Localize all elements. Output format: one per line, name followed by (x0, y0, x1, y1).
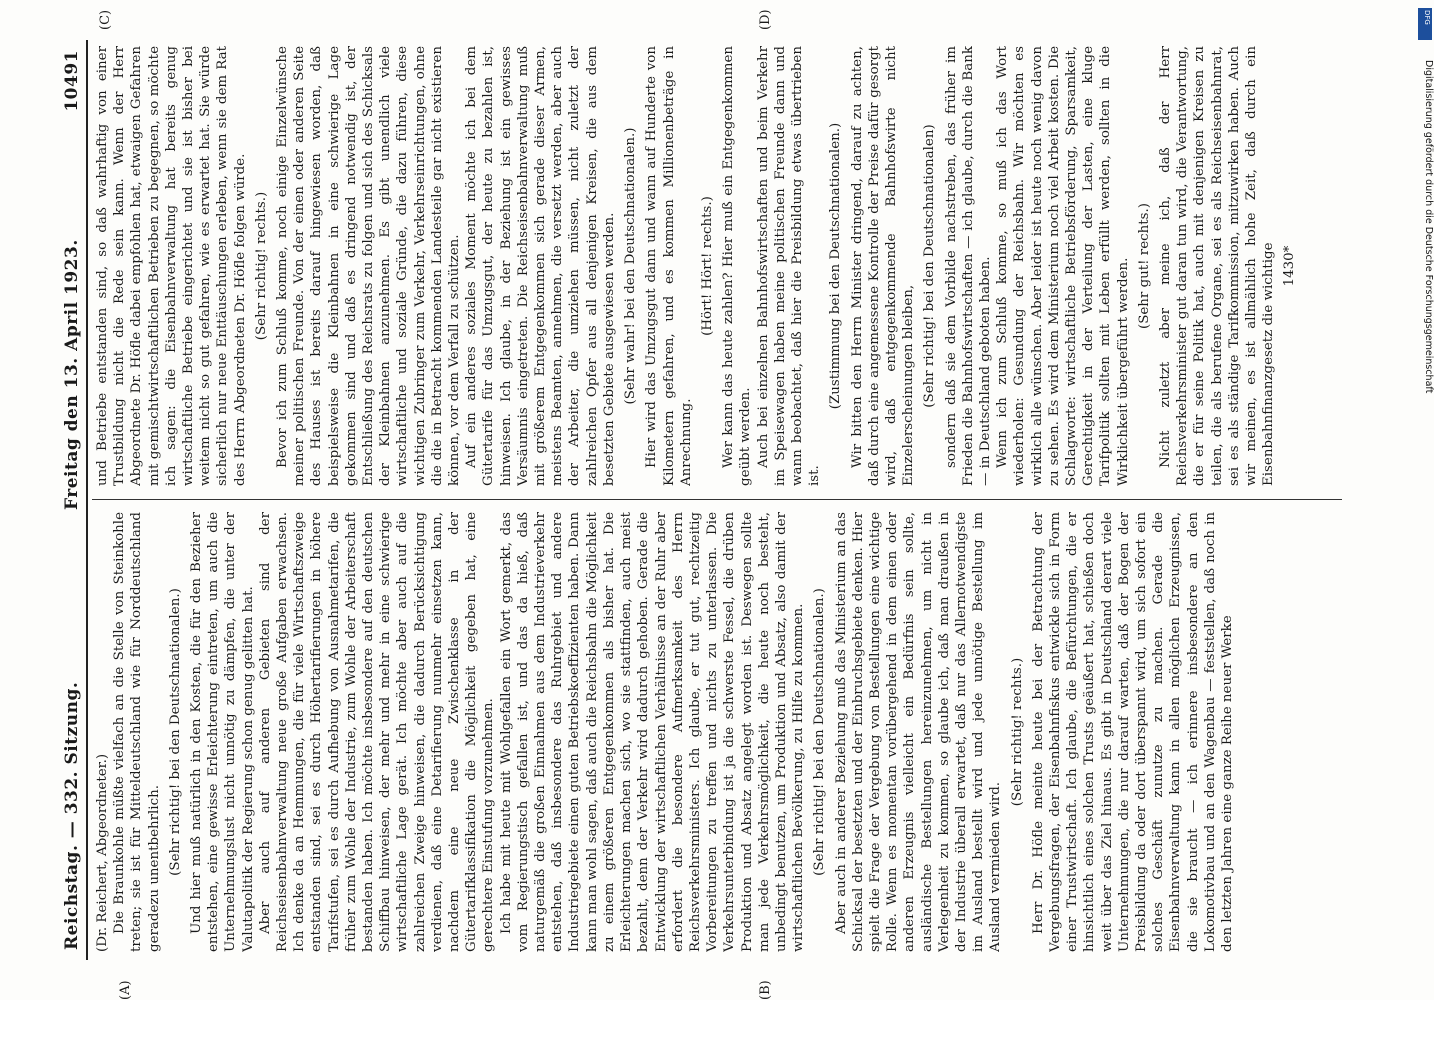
rotated-document-page (58, 9, 1358, 1000)
interjection: (Hört! Hört! rechts.) (699, 196, 715, 336)
margin-marker-a: (A) (118, 980, 133, 1000)
column-divider (92, 499, 1342, 500)
interjection: (Sehr richtig! bei den Deutschnationalen.) (167, 588, 183, 876)
interjection: (Sehr richtig! rechts.) (1009, 657, 1025, 807)
digitization-note-text: Digitalisierung gefördert durch die Deutsche Forschungsgemeinschaft (1423, 60, 1434, 394)
paragraph: Wenn ich zum Schluß komme, so muß ich das Wort wiederholen: Gesundung der Reichsbahn. Wir möchten es wirklich alle wünschen. Aber leider ist heute noch wenig davon zu sehen. Es wird dem Ministerium noch viel Arbeit kosten. Die Schlagworte: wirtschaftliche Betriebsförderung, Sparsamkeit, Gerechtigkeit in der Verteilung der Lasten, eine kluge Tarifpolitik sollten mit Leben erfüllt werden, sollten in die Wirklichkeit übergeführt werden. (995, 46, 1131, 486)
paragraph: sondern daß sie dem Vorbilde nachstreben, das früher im Frieden die Bahnhofswirtschaften — ich glaube, durch die Bank — in Deutschland geboten haben. (943, 46, 993, 486)
paragraph: Wir bitten den Herrn Minister dringend, darauf zu achten, daß durch eine angemessene Kontrolle der Preise dafür gesorgt wird, daß entgegenkommende Bahnhofswirte nicht Einzelerscheinungen bleiben, (849, 46, 917, 486)
paragraph: Nicht zuletzt aber meine ich, daß der Herr Reichsverkehrsminister gut daran tun wird, die Verantwortung, die er für seine Politik hat, auch mit denjenigen Kreisen zu teilen, die als berufene Organe, sei es als Reichseisenbahnrat, sei es als ständige Tarifkommission, mitzuwirken haben. Auch wir meinen, es ist allmählich hohe Zeit, daß durch ein Eisenbahnfinanzgesetz die wichtige (1157, 46, 1277, 486)
digitization-note (1420, 60, 1434, 1040)
paragraph: Hier wird das Umzugsgut dann und wann auf Hunderte von Kilometern gefahren, und es kommen Millionenbeträge in Anrechnung. (644, 46, 694, 486)
interjection: (Sehr richtig! bei den Deutschnationalen) (922, 124, 938, 408)
interjection: (Zustimmung bei den Deutschnationalen.) (828, 122, 844, 410)
dfg-logo (1418, 8, 1432, 40)
paragraph: Herr Dr. Höfle meinte heute bei der Betrachtung der Vergebungsfragen, der Eisenbahnfiskus entwickle sich in Form einer Trustwirtschaft. Ich glaube, die Befürchtungen, die er hinsichtlich eines solchen Trusts geäußert hat, schießen doch weit über das Ziel hinaus. Es gibt in Deutschland derart viele Unternehmungen, die nur darauf warten, daß der Bogen der Preisbildung da oder dort überspannt wird, um sich sofort ein solches Geschäft zunutze zu machen. Gerade die Eisenbahnverwaltung kann in allen möglichen Erzeugnissen, die sie braucht — ich erinnere insbesondere an den Lokomotivbau und an den Wagenbau — feststellen, daß noch in den letzten Jahren eine ganze Reihe neuer Werke (1030, 512, 1235, 952)
paragraph: Und hier muß natürlich in den Kosten, die für den Bezieher entstehen, eine gewisse Erleichterung eintreten, um auch die Unternehmungslust nicht unnötig zu dämpfen, die unter der Valutapolitik der Regierung schon genug gelitten hat. (189, 512, 256, 952)
left-column (94, 512, 1334, 952)
header-page-number: 10491 (62, 50, 82, 112)
interjection: 1430* (1282, 245, 1298, 287)
interjection: (Sehr richtig! bei den Deutschnationalen.) (812, 588, 828, 876)
paragraph: Die Braunkohle müßte vielfach an die Stelle von Steinkohle treten; sie ist für Mitteldeutschland wie für Norddeutschland geradezu unentbehrlich. (112, 512, 162, 952)
dfg-logo-text: DFG (1423, 10, 1431, 25)
interjection: (Sehr wahr! bei den Deutschnationalen.) (623, 127, 639, 405)
paragraph: Auf ein anderes soziales Moment möchte ich bei dem Gütertarife für das Umzugsgut, der heute zu bezahlen ist, hinweisen. Ich glaube, in der Beziehung ist ein gewisses Versäumnis eingetreten. Die Reichseisenbahnverwaltung muß mit größerem Entgegenkommen sich gerade dieser Armen, meistens Beamten, annehmen, die versetzt werden, aber auch der Arbeiter, die umziehen müssen, nicht zuletzt der zahlreichen Opfer aus all denjenigen Kreisen, die aus dem besetzten Gebiete ausgewiesen werden. (464, 46, 617, 486)
right-column (94, 46, 1334, 486)
interjection: (Sehr gut! rechts.) (1136, 203, 1152, 330)
paragraph: (Dr. Reichert, Abgeordneter.) (95, 753, 110, 952)
margin-marker-c: (C) (98, 9, 113, 30)
paragraph: Wer kann das heute zahlen? Hier muß ein Entgegenkommen geübt werden. (721, 46, 754, 486)
header-session: Reichstag. — 332. Sitzung. (62, 681, 82, 950)
paragraph: und Betriebe entstanden sind, so daß wahrhaftig von einer Trustbildung nicht die Rede sein kann. Wenn der Herr Abgeordnete Dr. Höfle dabei empfohlen hat, etwaigen Gefahren mit gemischtwirtschaftlichen Betrieben zu begegnen, so möchte ich sagen: die Eisenbahnverwaltung hat bereits genug wirtschaftliche Betriebe eingerichtet und sie ist bisher bei weitem nicht so gut gefahren, wie es erwartet hat. Sie würde sicherlich nur neue Enttäuschungen erleben, wenn sie dem Rat des Herrn Abgeordneten Dr. Höfle folgen würde. (95, 46, 248, 486)
paragraph: Ich habe mit heute mit Wohlgefallen ein Wort gemerkt, das vom Regierungstisch gefallen ist, und das da hieß, daß naturgemäß die großen Einnahmen aus dem Industrieverkehr entstehen, daß insbesondere das Ruhrgebiet und andere Industriegebiete einen guten Betriebskoeffizienten haben. Dann kann man wohl sagen, daß auch die Reichsbahn die Möglichkeit zu einem größeren Entgegenkommen als bisher hat. Die Erleichterungen machen sich, wo sie stattfinden, auch meist bezahlt, denn der Verkehr wird dadurch gehoben. Gerade die Entwicklung der wirtschaftlichen Verhältnisse an der Ruhr aber erfordert die besondere Aufmerksamkeit des Herrn Reichsverkehrsministers. Ich glaube, er tut gut, rechtzeitig Vorbereitungen zu treffen und nichts zu unterlassen. Die Verkehrsunterbindung ist ja die schwerste Fessel, die drüben Produktion und Absatz angelegt worden ist. Deswegen sollte man jede Verkehrsmöglichkeit, die heute noch besteht, unbedingt benutzen, um Produktion und Absatz, also damit der wirtschaftlichen Bevölkerung, zu Hilfe zu kommen. (498, 512, 807, 952)
margin-marker-d: (D) (758, 9, 773, 30)
paragraph: Bevor ich zum Schluß komme, noch einige Einzelwünsche meiner politischen Freunde. Von der einen oder anderen Seite des Hauses ist bereits darauf hingewiesen worden, daß beispielsweise die Kleinbahnen in eine schwierige Lage gekommen sind und daß es dringend notwendig ist, der Entschließung des Reichsrats zu folgen und sich des Schicksals der Kleinbahnen anzunehmen. Es gibt unendlich viele wirtschaftliche und soziale Gründe, die dazu führen, diese wichtigen Zubringer zum Verkehr, Verkehrseinrichtungen, ohne die die in Betracht kommenden Landesteile gar nicht existieren können, vor dem Verfall zu schützen. (275, 46, 463, 486)
page-header (58, 40, 88, 960)
margin-marker-b: (B) (758, 980, 773, 1000)
paragraph: Aber auch auf anderen Gebieten sind der Reichseisenbahnverwaltung neue große Aufgaben erwachsen. Ich denke da an Hemmungen, die für viele Wirtschaftszweige entstanden sind, sei es durch Höhertarifierungen in höhere Tarifstufen, sei es durch Aufhebung von Ausnahmetarifen, die früher zum Wohle der Industrie, zum Wohle der Arbeiterschaft bestanden haben. Ich möchte insbesondere auf den deutschen Schiffbau hinweisen, der mehr und mehr in eine schwierige wirtschaftliche Lage gerät. Ich möchte aber auch auf die zahlreichen Zweige hinweisen, die dadurch Berücksichtigung verdienen, daß eine Detarifierung nunmehr einsetzen kann, nachdem eine neue Zwischenklasse in der Gütertarifklassifikation die Möglichkeit gegeben hat, eine gerechtere Einstufung vorzunehmen. (257, 512, 497, 952)
header-date: Freitag den 13. April 1923. (62, 239, 82, 510)
interjection: (Sehr richtig! rechts.) (253, 191, 269, 341)
paragraph: Auch bei einzelnen Bahnhofswirtschaften und beim Verkehr im Speisewagen haben meine politischen Freunde dann und wann beobachtet, daß hier die Preisbildung etwas übertrieben ist. (755, 46, 823, 486)
paragraph: Aber auch in anderer Beziehung muß das Ministerium an das Schicksal der besetzten und der Einbruchsgebiete denken. Hier spielt die Frage der Vergebung von Bestellungen eine wichtige Rolle. Wenn es momentan vorübergehend in dem einen oder anderen Erzeugnis vielleicht ein Bedürfnis sein sollte, ausländische Bestellungen hereinzunehmen, um nicht in Verlegenheit zu kommen, so glaube ich, daß man draußen in der Industrie überall erwartet, daß nur das Allernotwendigste im Ausland bestellt wird und jede unnötige Bestellung im Ausland vermieden wird. (833, 512, 1004, 952)
